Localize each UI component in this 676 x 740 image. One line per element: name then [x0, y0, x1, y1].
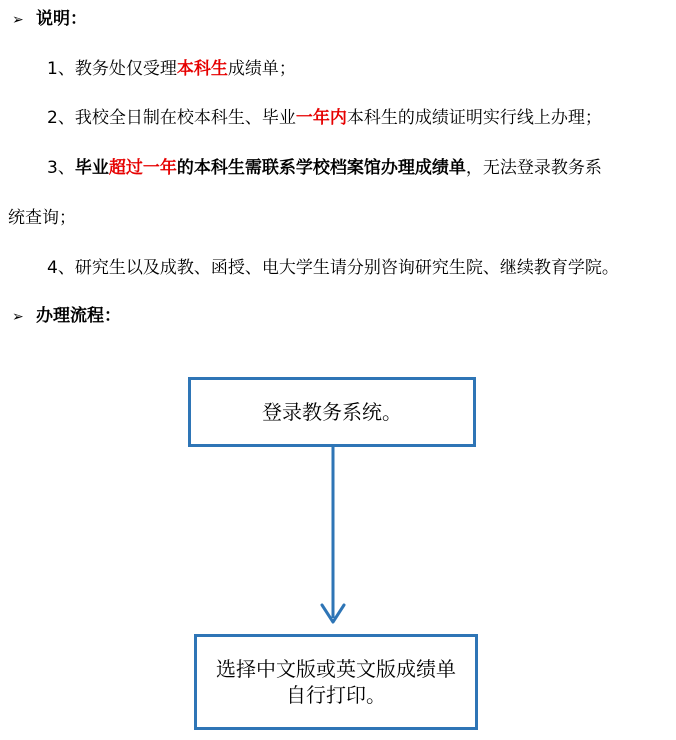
notes-title: 说明：	[36, 9, 87, 29]
process-title: 办理流程：	[36, 306, 121, 326]
note-item-3-highlight: 超过一年	[108, 158, 177, 178]
arrow-bullet-icon: ➢	[12, 12, 24, 28]
flow-step-login	[188, 377, 476, 447]
note-item-4: 4、研究生以及成教、函授、电大学生请分别咨询研究生院、继续教育学院。	[47, 258, 619, 278]
note-item-3-prefix: 3、	[47, 158, 75, 178]
note-item-1-highlight: 本科生	[176, 59, 228, 79]
note-item-2-prefix: 2、我校全日制在校本科生、毕业	[47, 108, 296, 128]
note-item-3-continuation: 统查询；	[8, 208, 76, 228]
note-item-1-suffix: 成绩单；	[227, 59, 296, 79]
note-item-2-suffix: 本科生的成绩证明实行线上办理；	[346, 108, 602, 128]
note-item-3-bold-b: 的本科生需联系学校档案馆办理成绩单	[176, 158, 466, 178]
note-item-2-highlight: 一年内	[295, 108, 347, 128]
note-item-1-prefix: 1、教务处仅受理	[47, 59, 177, 79]
flow-step-login-text: 登录教务系统。	[262, 400, 402, 424]
flow-step-print	[194, 634, 478, 730]
arrow-bullet-icon: ➢	[12, 309, 24, 325]
note-item-3-bold-a: 毕业	[74, 158, 109, 178]
flow-step-print-line1: 选择中文版或英文版成绩单	[216, 657, 456, 681]
flow-step-print-line2: 自行打印。	[286, 683, 386, 707]
note-item-3-suffix: ，无法登录教务系	[465, 158, 602, 178]
